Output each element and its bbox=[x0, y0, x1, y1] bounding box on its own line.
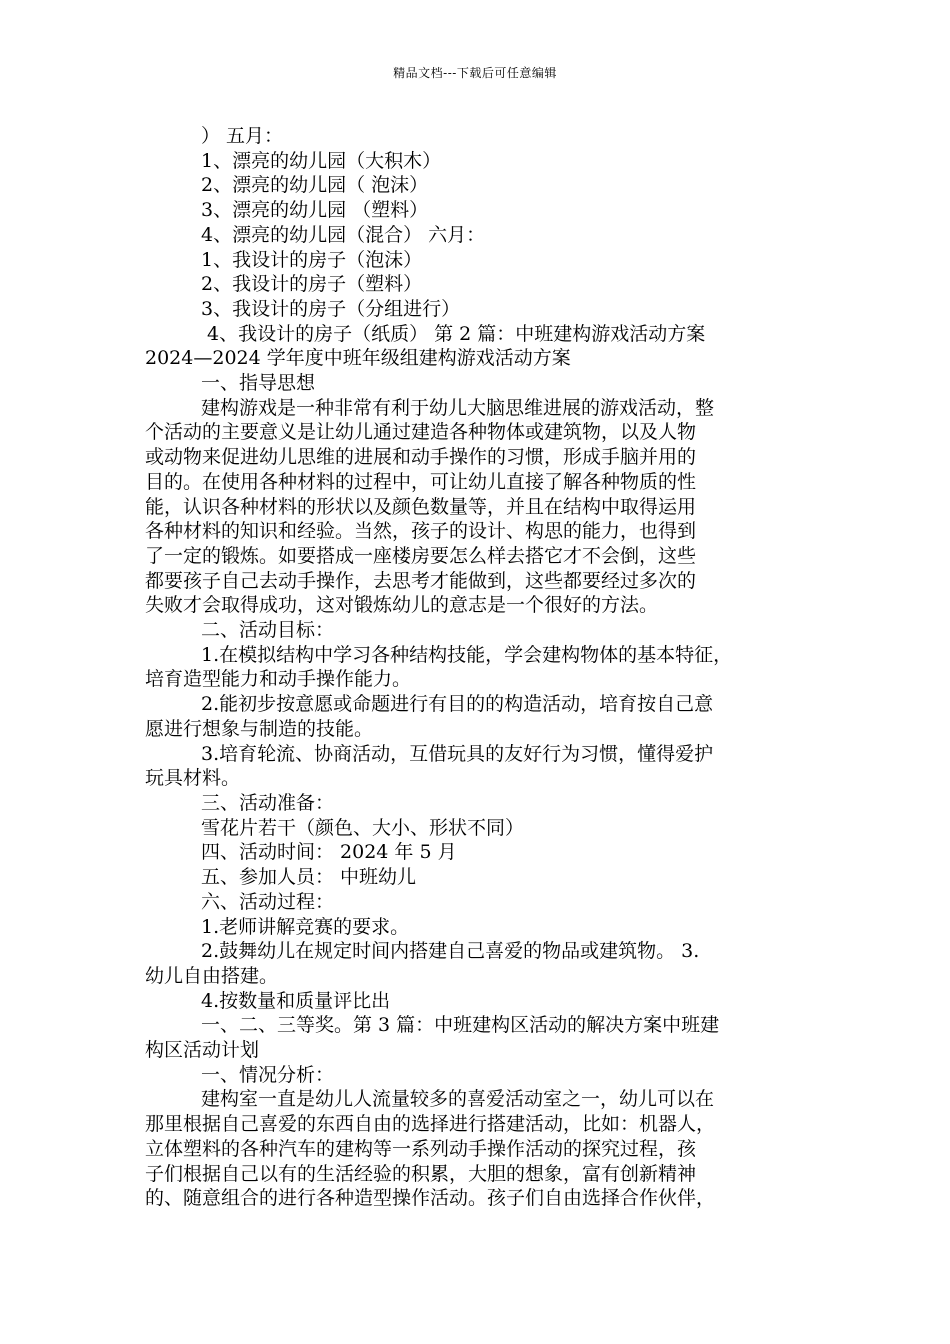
text-line: 四、活动时间： 2024 年 5 月 bbox=[201, 841, 457, 864]
text-line: 愿进行想象与制造的技能。 bbox=[145, 717, 374, 740]
text-line: 1.老师讲解竞赛的要求。 bbox=[201, 915, 410, 938]
text-line: 六、活动过程： bbox=[201, 890, 335, 913]
text-line: 培育造型能力和动手操作能力。 bbox=[145, 668, 412, 691]
text-line: 4、我设计的房子（纸质） 第 2 篇：中班建构游戏活动方案 bbox=[207, 322, 706, 345]
text-line: 3.培育轮流、协商活动，互借玩具的友好行为习惯，懂得爱护 bbox=[201, 742, 714, 765]
text-line: 4.按数量和质量评比出 bbox=[201, 989, 391, 1012]
text-line: 3、我设计的房子（分组进行） bbox=[201, 297, 461, 320]
text-line: 那里根据自己喜爱的东西自由的选择进行搭建活动，比如：机器人， bbox=[145, 1113, 716, 1136]
text-line: 2.鼓舞幼儿在规定时间内搭建自己喜爱的物品或建筑物。 3. bbox=[201, 940, 700, 963]
text-line: 建构游戏是一种非常有利于幼儿大脑思维进展的游戏活动，整 bbox=[201, 396, 715, 419]
text-line: 1、我设计的房子（泡沫） bbox=[201, 248, 423, 271]
text-line: 的、随意组合的进行各种造型操作活动。孩子们自由选择合作伙伴， bbox=[145, 1187, 716, 1210]
text-line: 立体塑料的各种汽车的建构等一系列动手操作活动的探究过程，孩 bbox=[145, 1137, 697, 1160]
text-line: 2、我设计的房子（塑料） bbox=[201, 273, 423, 296]
text-line: 都要孩子自己去动手操作，去思考才能做到，这些都要经过多次的 bbox=[145, 569, 697, 592]
text-line: 三、活动准备： bbox=[201, 791, 335, 814]
text-line: 建构室一直是幼儿人流量较多的喜爱活动室之一，幼儿可以在 bbox=[201, 1088, 715, 1111]
text-line: 雪花片若干（颜色、大小、形状不同） bbox=[201, 816, 525, 839]
text-line: 子们根据自己以有的生活经验的积累，大胆的想象，富有创新精神 bbox=[145, 1162, 697, 1185]
text-line: 能，认识各种材料的形状以及颜色数量等，并且在结构中取得运用 bbox=[145, 495, 697, 518]
text-line: 二、活动目标： bbox=[201, 619, 335, 642]
text-line: 3、漂亮的幼儿园 （塑料） bbox=[201, 199, 429, 222]
text-line: 一、二、三等奖。第 3 篇：中班建构区活动的解决方案中班建 bbox=[201, 1014, 720, 1037]
text-line: ） 五月： bbox=[201, 125, 284, 147]
text-line: 五、参加人员： 中班幼儿 bbox=[201, 866, 417, 889]
text-line: 玩具材料。 bbox=[145, 767, 241, 790]
text-line: 幼儿自由搭建。 bbox=[145, 964, 279, 987]
text-line: 了一定的锻炼。如要搭成一座楼房要怎么样去搭它才不会倒，这些 bbox=[145, 544, 697, 567]
text-line: 各种材料的知识和经验。当然，孩子的设计、构思的能力，也得到 bbox=[145, 520, 697, 543]
page-header: 精品文档---下载后可任意编辑 bbox=[393, 66, 557, 80]
text-line: 构区活动计划 bbox=[145, 1039, 260, 1062]
text-line: 2.能初步按意愿或命题进行有目的的构造活动，培育按自己意 bbox=[201, 693, 714, 716]
document-body bbox=[145, 124, 835, 1211]
text-line: 4、漂亮的幼儿园（混合） 六月： bbox=[201, 223, 486, 246]
text-line: 2、漂亮的幼儿园（ 泡沫） bbox=[201, 174, 429, 197]
text-line: 一、指导思想 bbox=[201, 372, 316, 395]
text-line: 2024—2024 学年度中班年级组建构游戏活动方案 bbox=[145, 347, 571, 370]
text-line: 一、情况分析： bbox=[201, 1063, 335, 1086]
text-line: 个活动的主要意义是让幼儿通过建造各种物体或建筑物，以及人物 bbox=[145, 421, 697, 444]
text-line: 失败才会取得成功，这对锻炼幼儿的意志是一个很好的方法。 bbox=[145, 594, 659, 617]
text-line: 1、漂亮的幼儿园（大积木） bbox=[201, 149, 442, 172]
text-line: 目的。在使用各种材料的过程中，可让幼儿直接了解各种物质的性 bbox=[145, 470, 697, 493]
text-line: 1.在模拟结构中学习各种结构技能，学会建构物体的基本特征， bbox=[201, 643, 733, 666]
text-line: 或动物来促进幼儿思维的进展和动手操作的习惯，形成手脑并用的 bbox=[145, 446, 697, 469]
